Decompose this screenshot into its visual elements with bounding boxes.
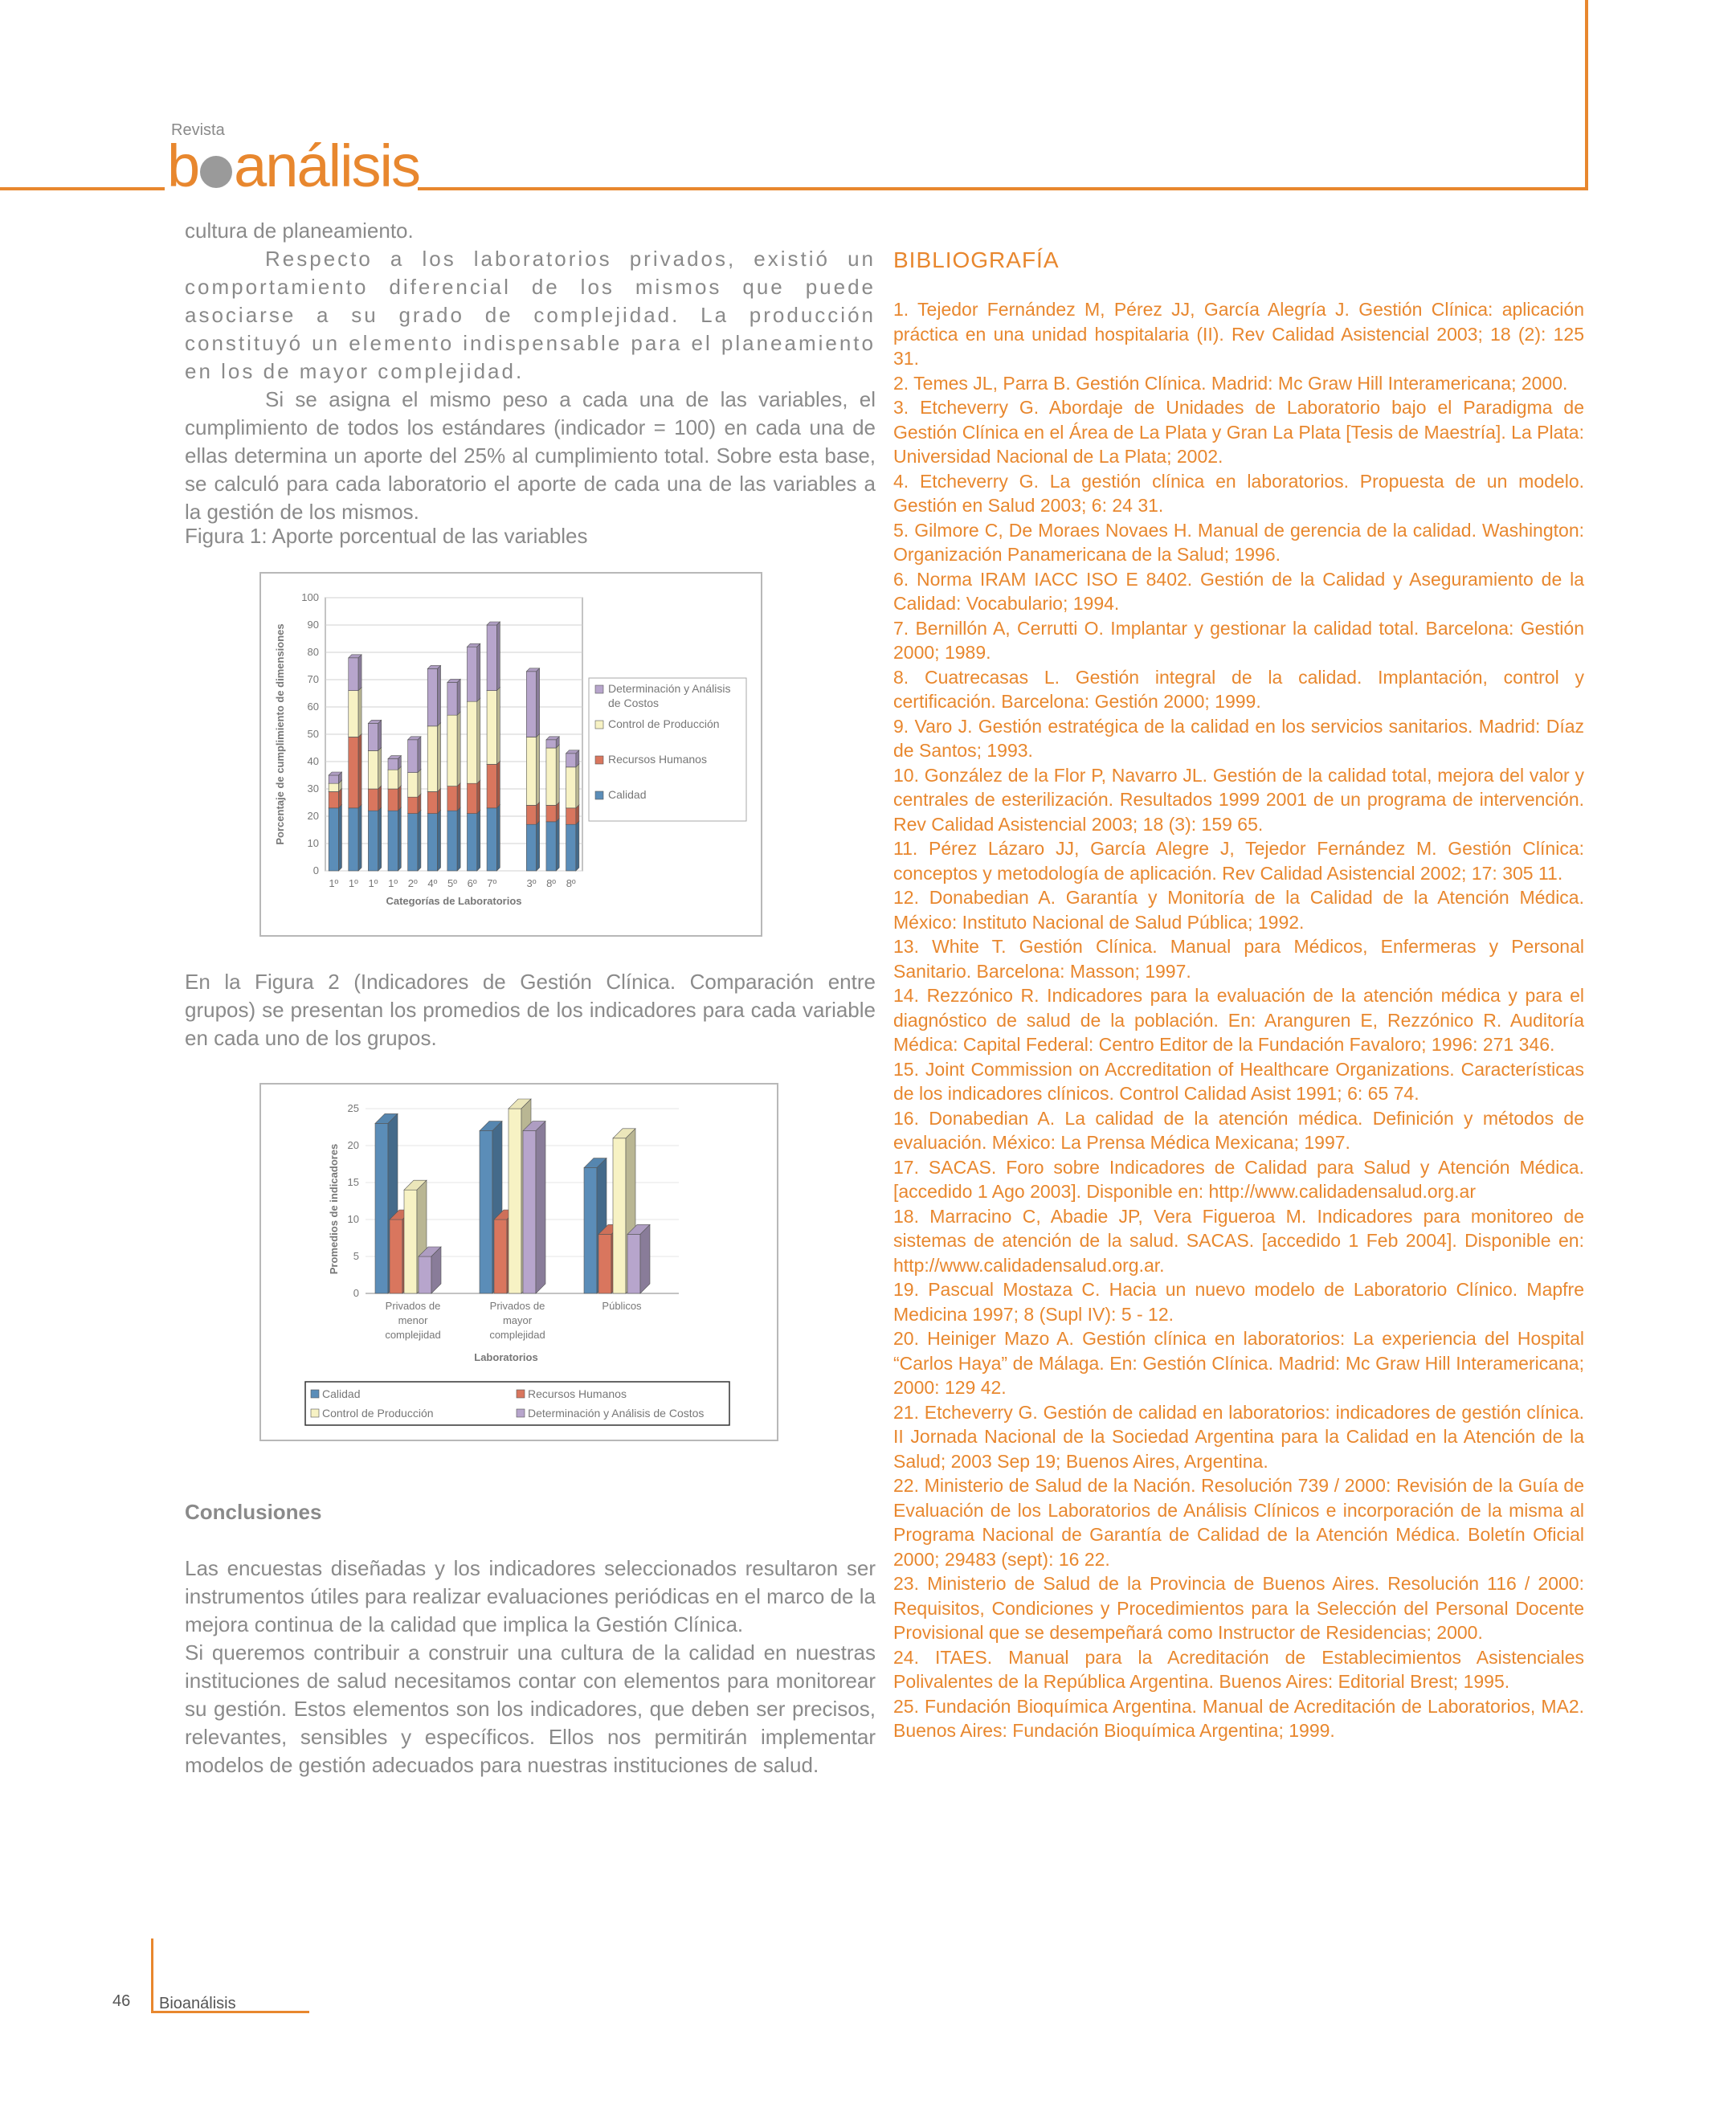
bar-side xyxy=(537,733,540,805)
reference-item: 1. Tejedor Fernández M, Pérez JJ, García Alegría J. Gestión Clínica: aplicación práctica en una unidad hospitalaria (II). Rev Calidad Asistencial 2003; 18 (2): 125 31. xyxy=(893,299,1584,369)
bar xyxy=(349,691,358,737)
bar xyxy=(375,1123,388,1293)
x-tick-label: mayor xyxy=(502,1314,533,1326)
legend-label: Control de Producción xyxy=(322,1407,434,1420)
bar-side xyxy=(378,720,382,750)
legend-label: Calidad xyxy=(608,788,647,801)
reference-item: 18. Marracino C, Abadie JP, Vera Figueroa M. Indicadores para monitoreo de sistemas de atención de la salud. SACAS. [accedido 1 Feb 2004]. Disponible en: http://www.calidadensalud.org.ar. xyxy=(893,1205,1584,1276)
bar xyxy=(427,726,437,792)
bibliography-heading: BIBLIOGRAFÍA xyxy=(893,247,1060,272)
bar xyxy=(408,814,418,871)
legend-swatch xyxy=(595,791,603,799)
reference-item: 5. Gilmore C, De Moraes Novaes H. Manual de gerencia de la calidad. Washington: Organización Panamericana de la Salud; 1996. xyxy=(893,519,1584,565)
bar xyxy=(494,1219,507,1293)
y-axis-title: Porcentaje de cumplimiento de dimensiones xyxy=(274,623,286,845)
legend-swatch xyxy=(311,1390,319,1398)
reference-item: 12. Donabedian A. Garantía y Monitoría de la Calidad de la Atención Médica. México: Instituto Nacional de Salud Pública; 1992. xyxy=(893,887,1584,933)
y-tick-label: 20 xyxy=(347,1139,359,1151)
bar xyxy=(627,1234,640,1293)
paragraph: Las encuestas diseñadas y los indicadores seleccionados resultaron ser instrumentos útiles para realizar evaluaciones periódicas en el marco de la mejora continua de la calidad que implica la Gestión Clínica. xyxy=(185,1556,876,1636)
bar xyxy=(526,824,536,871)
x-tick-label: 7º xyxy=(487,877,497,889)
bar-side xyxy=(457,679,460,715)
paragraph: En la Figura 2 (Indicadores de Gestión Clínica. Comparación entre grupos) se presentan los promedios de los indicadores para cada variable en cada uno de los grupos. xyxy=(185,970,876,1050)
bar xyxy=(368,811,378,871)
bar-side xyxy=(338,805,341,871)
bar xyxy=(526,672,536,737)
bar xyxy=(467,814,476,871)
figure-1-chart xyxy=(259,572,762,937)
y-tick-label: 90 xyxy=(307,619,319,631)
bar-side xyxy=(477,698,480,783)
bar-side xyxy=(537,821,540,871)
reference-item: 8. Cuatrecasas L. Gestión integral de la calidad. Implantación, control y certificación. Barcelona: Gestión 2000; 1999. xyxy=(893,666,1584,712)
reference-item: 15. Joint Commission on Accreditation of Healthcare Organizations. Características de los indicadores clínicos. Control Calidad Asist 1991; 6: 65 74. xyxy=(893,1058,1584,1104)
bar xyxy=(388,759,398,770)
legend-label: Recursos Humanos xyxy=(528,1387,627,1400)
bar-side xyxy=(457,712,460,786)
bar-side xyxy=(457,783,460,811)
y-tick-label: 80 xyxy=(307,646,319,658)
bar-side xyxy=(576,821,579,871)
bar-side xyxy=(398,766,401,789)
x-tick-label: 8º xyxy=(546,877,557,889)
reference-item: 11. Pérez Lázaro JJ, García Alegre J, Tejedor Fernández M. Gestión Clínica: conceptos y metodología de aplicación. Rev Calidad Asistencial 2002; 17: 305 11. xyxy=(893,838,1584,884)
x-tick-label: Privados de xyxy=(385,1300,441,1312)
bar xyxy=(447,715,457,786)
bar-side xyxy=(496,761,500,807)
bar-side xyxy=(378,786,382,811)
bar xyxy=(349,737,358,807)
bar xyxy=(427,791,437,813)
bar-side xyxy=(477,811,480,871)
x-tick-label: 6º xyxy=(467,877,477,889)
figure-caption: Figura 1: Aporte porcentual de las variables xyxy=(185,524,588,548)
x-tick-label: 1º xyxy=(388,877,398,889)
bar xyxy=(598,1234,611,1293)
reference-item: 25. Fundación Bioquímica Argentina. Manual de Acreditación de Laboratorios, MA2. Buenos Aires: Fundación Bioquímica Argentina; 1999. xyxy=(893,1695,1584,1741)
bar xyxy=(566,754,576,767)
x-tick-label: 1º xyxy=(329,877,339,889)
bar-side xyxy=(398,807,401,871)
bar-side xyxy=(556,745,559,805)
bar-side xyxy=(640,1224,650,1293)
bar xyxy=(408,773,418,798)
bar xyxy=(566,808,576,824)
paragraph: Respecto a los laboratorios privados, existió un comportamiento diferencial de los mismos que puede asociarse a su grado de complejidad. La producción constituyó un elemento indispensable para el planeamiento en los de mayor complejidad. xyxy=(185,247,876,383)
bar xyxy=(447,786,457,811)
y-tick-label: 25 xyxy=(347,1102,359,1114)
section-heading: Conclusiones xyxy=(185,1500,322,1524)
bar-side xyxy=(438,665,441,725)
reference-item: 21. Etcheverry G. Gestión de calidad en laboratorios: indicadores de gestión clínica. II Jornada Nacional de la Sociedad Argentina para la Calidad en la Atención de la Salud; 2003 Sep 19; Buenos Aires, Argentina. xyxy=(893,1401,1584,1472)
bar xyxy=(487,625,496,691)
bar xyxy=(329,808,338,871)
legend-swatch xyxy=(595,756,603,764)
y-tick-label: 50 xyxy=(307,728,319,740)
bar-side xyxy=(496,805,500,871)
x-tick-label: 1º xyxy=(348,877,358,889)
legend-swatch xyxy=(595,685,603,693)
masthead-kicker: Revista xyxy=(171,121,225,139)
bar xyxy=(546,805,556,821)
bar xyxy=(349,658,358,691)
bar xyxy=(427,814,437,871)
grouped-bar-chart xyxy=(261,1085,777,1440)
x-tick-label: 5º xyxy=(447,877,457,889)
footer-rule-vertical xyxy=(151,1938,153,2012)
x-tick-label: 2º xyxy=(407,877,418,889)
paragraph: cultura de planeamiento. xyxy=(185,219,414,243)
reference-item: 4. Etcheverry G. La gestión clínica en laboratorios. Propuesta de un modelo. Gestión en Salud 2003; 6: 24 31. xyxy=(893,470,1584,516)
paragraph: Si queremos contribuir a construir una cultura de la calidad en nuestras instituciones de salud necesitamos contar con elementos para monitorear su gestión. Estos elementos son los indicadores, que deben ser precisos, relevantes, sensibles y específicos. Ellos nos permitirán implementar modelos de gestión adecuados para nuestras instituciones de salud. xyxy=(185,1640,876,1777)
bar xyxy=(467,701,476,783)
bar xyxy=(566,767,576,808)
bar-side xyxy=(576,764,579,808)
bar xyxy=(368,750,378,789)
bar xyxy=(427,668,437,725)
y-tick-label: 20 xyxy=(307,810,319,822)
y-tick-label: 5 xyxy=(353,1250,359,1262)
bar-side xyxy=(477,643,480,701)
bar-side xyxy=(438,811,441,871)
y-tick-label: 70 xyxy=(307,673,319,685)
bar-side xyxy=(536,1121,545,1293)
masthead-logo: b análisis xyxy=(167,133,419,199)
x-tick-label: Privados de xyxy=(489,1300,545,1312)
footer-title: Bioanálisis xyxy=(159,1995,236,2012)
page-number: 46 xyxy=(112,1992,131,2010)
bar xyxy=(526,805,536,824)
x-tick-label: 4º xyxy=(427,877,438,889)
bar-side xyxy=(378,807,382,871)
reference-item: 13. White T. Gestión Clínica. Manual para Médicos, Enfermeras y Personal Sanitario. Barcelona: Masson; 1997. xyxy=(893,936,1584,982)
bar-side xyxy=(438,788,441,813)
bar xyxy=(329,775,338,783)
bar-side xyxy=(477,780,480,813)
reference-item: 17. SACAS. Foro sobre Indicadores de Calidad para Salud y Atención Médica. [accedido 1 Ago 2003]. Disponible en: http://www.calidadensalud.org.ar xyxy=(893,1156,1584,1202)
bar xyxy=(447,811,457,871)
bar-side xyxy=(418,811,421,871)
reference-item: 3. Etcheverry G. Abordaje de Unidades de Laboratorio bajo el Paradigma de Gestión Clínica en el Área de La Plata y Gran La Plata [Tesis de Maestría]. La Plata: Universidad Nacional de La Plata; 2002. xyxy=(893,397,1584,467)
bar xyxy=(408,740,418,773)
bar-side xyxy=(358,733,361,807)
bar-side xyxy=(556,819,559,871)
legend-swatch xyxy=(595,721,603,729)
y-tick-label: 0 xyxy=(312,864,319,876)
bar xyxy=(546,822,556,871)
bar xyxy=(467,783,476,813)
bar-side xyxy=(537,802,540,824)
reference-item: 9. Varo J. Gestión estratégica de la calidad en los servicios sanitarios. Madrid: Díaz de Santos; 1993. xyxy=(893,715,1584,761)
reference-item: 22. Ministerio de Salud de la Nación. Resolución 739 / 2000: Revisión de la Guía de Evaluación de los Laboratorios de Análisis Clínicos e incorporación de la misma al Programa Nacional de Garantía de Calidad de la Atención Médica. Boletín Oficial 2000; 29483 (sept): 16 22. xyxy=(893,1475,1584,1570)
reference-item: 7. Bernillón A, Cerrutti O. Implantar y gestionar la calidad total. Barcelona: Gestión 2000; 1989. xyxy=(893,617,1584,663)
bar xyxy=(368,789,378,811)
x-axis-title: Categorías de Laboratorios xyxy=(386,895,522,907)
bar-side xyxy=(358,655,361,691)
bar-side xyxy=(418,770,421,798)
header-rule xyxy=(418,187,1587,190)
y-tick-label: 100 xyxy=(301,591,319,603)
x-tick-label: menor xyxy=(398,1314,428,1326)
bar-side xyxy=(398,786,401,811)
bar xyxy=(390,1219,402,1293)
y-tick-label: 0 xyxy=(353,1287,359,1299)
bar-side xyxy=(457,807,460,871)
x-axis-title: Laboratorios xyxy=(474,1351,538,1363)
bar xyxy=(487,691,496,765)
y-tick-label: 10 xyxy=(307,837,319,849)
bar-side xyxy=(537,668,540,737)
bar xyxy=(467,647,476,701)
body-text-top xyxy=(185,217,876,526)
reference-item: 20. Heiniger Mazo A. Gestión clínica en laboratorios: La experiencia del Hospital “Carlos Haya” de Málaga. En: Gestión Clínica. Madrid: Mc Graw Hill Interamericana; 2000: 129 42. xyxy=(893,1328,1584,1398)
bar-side xyxy=(418,737,421,773)
reference-item: 16. Donabedian A. La calidad de la atención médica. Definición y métodos de evaluación. México: La Prensa Médica Mexicana; 1997. xyxy=(893,1107,1584,1153)
x-tick-label: complejidad xyxy=(385,1329,441,1341)
y-tick-label: 15 xyxy=(347,1176,359,1188)
bar xyxy=(329,783,338,791)
x-tick-label: 8º xyxy=(566,877,576,889)
y-tick-label: 60 xyxy=(307,701,319,713)
reference-item: 19. Pascual Mostaza C. Hacia un nuevo modelo de Laboratorio Clínico. Mapfre Medicina 1997; 8 (Supl IV): 5 - 12. xyxy=(893,1279,1584,1325)
legend-swatch xyxy=(517,1390,525,1398)
bibliography-list xyxy=(893,297,1584,1743)
bar-side xyxy=(358,805,361,871)
legend-label: Control de Producción xyxy=(608,717,720,730)
bar xyxy=(349,808,358,871)
body-text-middle xyxy=(185,968,876,1052)
reference-item: 10. González de la Flor P, Navarro JL. Gestión de la calidad total, mejora del valor y centrales de esterilización. Resultados 1999 2001 de un programa de intervención. Rev Calidad Asistencial 2003; 18 (3): 159 65. xyxy=(893,764,1584,835)
bar-side xyxy=(438,723,441,792)
bar xyxy=(329,791,338,807)
bar xyxy=(404,1190,417,1293)
bar xyxy=(388,770,398,789)
legend-label: de Costos xyxy=(608,697,660,709)
globe-icon xyxy=(200,156,232,188)
legend-swatch xyxy=(311,1409,319,1417)
header-rule-left xyxy=(0,187,165,190)
bar-side xyxy=(496,688,500,765)
x-tick-label: 3º xyxy=(526,877,537,889)
bar-side xyxy=(496,622,500,691)
bar xyxy=(487,764,496,807)
bar xyxy=(584,1168,597,1293)
y-tick-label: 10 xyxy=(347,1213,359,1225)
bar xyxy=(566,824,576,871)
y-tick-label: 30 xyxy=(307,782,319,795)
bar xyxy=(388,811,398,871)
paragraph: Si se asigna el mismo peso a cada una de las variables, el cumplimiento de todos los estándares (indicador = 100) en cada una de ellas determina un aporte del 25% al cumplimiento total. Sobre esta base, se calculó para cada laboratorio el aporte de cada una de las variables a la gestión de los mismos. xyxy=(185,387,876,524)
bar-side xyxy=(358,688,361,737)
bar xyxy=(388,789,398,811)
legend-label: Calidad xyxy=(322,1387,361,1400)
bar xyxy=(509,1109,521,1293)
y-axis-title: Promedios de indicadores xyxy=(328,1143,340,1275)
bar xyxy=(546,740,556,748)
bar-side xyxy=(576,750,579,767)
stacked-bar-chart xyxy=(261,574,761,935)
y-tick-label: 40 xyxy=(307,755,319,767)
bar xyxy=(546,748,556,805)
bar xyxy=(447,682,457,715)
figure-2-chart xyxy=(259,1083,778,1441)
reference-item: 6. Norma IRAM IACC ISO E 8402. Gestión de la Calidad y Aseguramiento de la Calidad: Vocabulario; 1994. xyxy=(893,568,1584,614)
legend-swatch xyxy=(517,1409,525,1417)
bar xyxy=(480,1131,492,1293)
x-tick-label: complejidad xyxy=(489,1329,545,1341)
reference-item: 14. Rezzónico R. Indicadores para la evaluación de la atención médica y para el diagnóstico de salud de la población. En: Aranguren E, Rezzónico R. Auditoría Médica: Capital Federal: Centro Editor de la Fundación Favaloro; 1996: 271 346. xyxy=(893,985,1584,1055)
legend-label: Determinación y Análisis de Costos xyxy=(528,1407,705,1420)
legend-label: Recursos Humanos xyxy=(608,753,707,766)
x-tick-label: 1º xyxy=(368,877,378,889)
legend-label: Determinación y Análisis xyxy=(608,682,731,695)
bar xyxy=(419,1256,431,1293)
header-rule-vertical xyxy=(1585,0,1588,190)
bar xyxy=(526,737,536,805)
reference-item: 2. Temes JL, Parra B. Gestión Clínica. Madrid: Mc Graw Hill Interamericana; 2000. xyxy=(893,372,1568,394)
reference-item: 23. Ministerio de Salud de la Provincia de Buenos Aires. Resolución 116 / 2000: Requisitos, Condiciones y Procedimientos para la Selección del Personal Docente Provisional que se desempeñará como Instructor de Residencias; 2000. xyxy=(893,1573,1584,1643)
bar xyxy=(523,1131,536,1293)
x-tick-label: Públicos xyxy=(602,1300,642,1312)
body-text-conclusions xyxy=(185,1554,876,1779)
reference-item: 24. ITAES. Manual para la Acreditación de Establecimientos Asistenciales Polivalentes de la República Argentina. Buenos Aires: Editorial Brest; 1995. xyxy=(893,1646,1584,1692)
bar xyxy=(368,723,378,750)
bar xyxy=(408,797,418,813)
bar-side xyxy=(378,747,382,789)
bar xyxy=(613,1138,626,1293)
bar xyxy=(487,808,496,871)
